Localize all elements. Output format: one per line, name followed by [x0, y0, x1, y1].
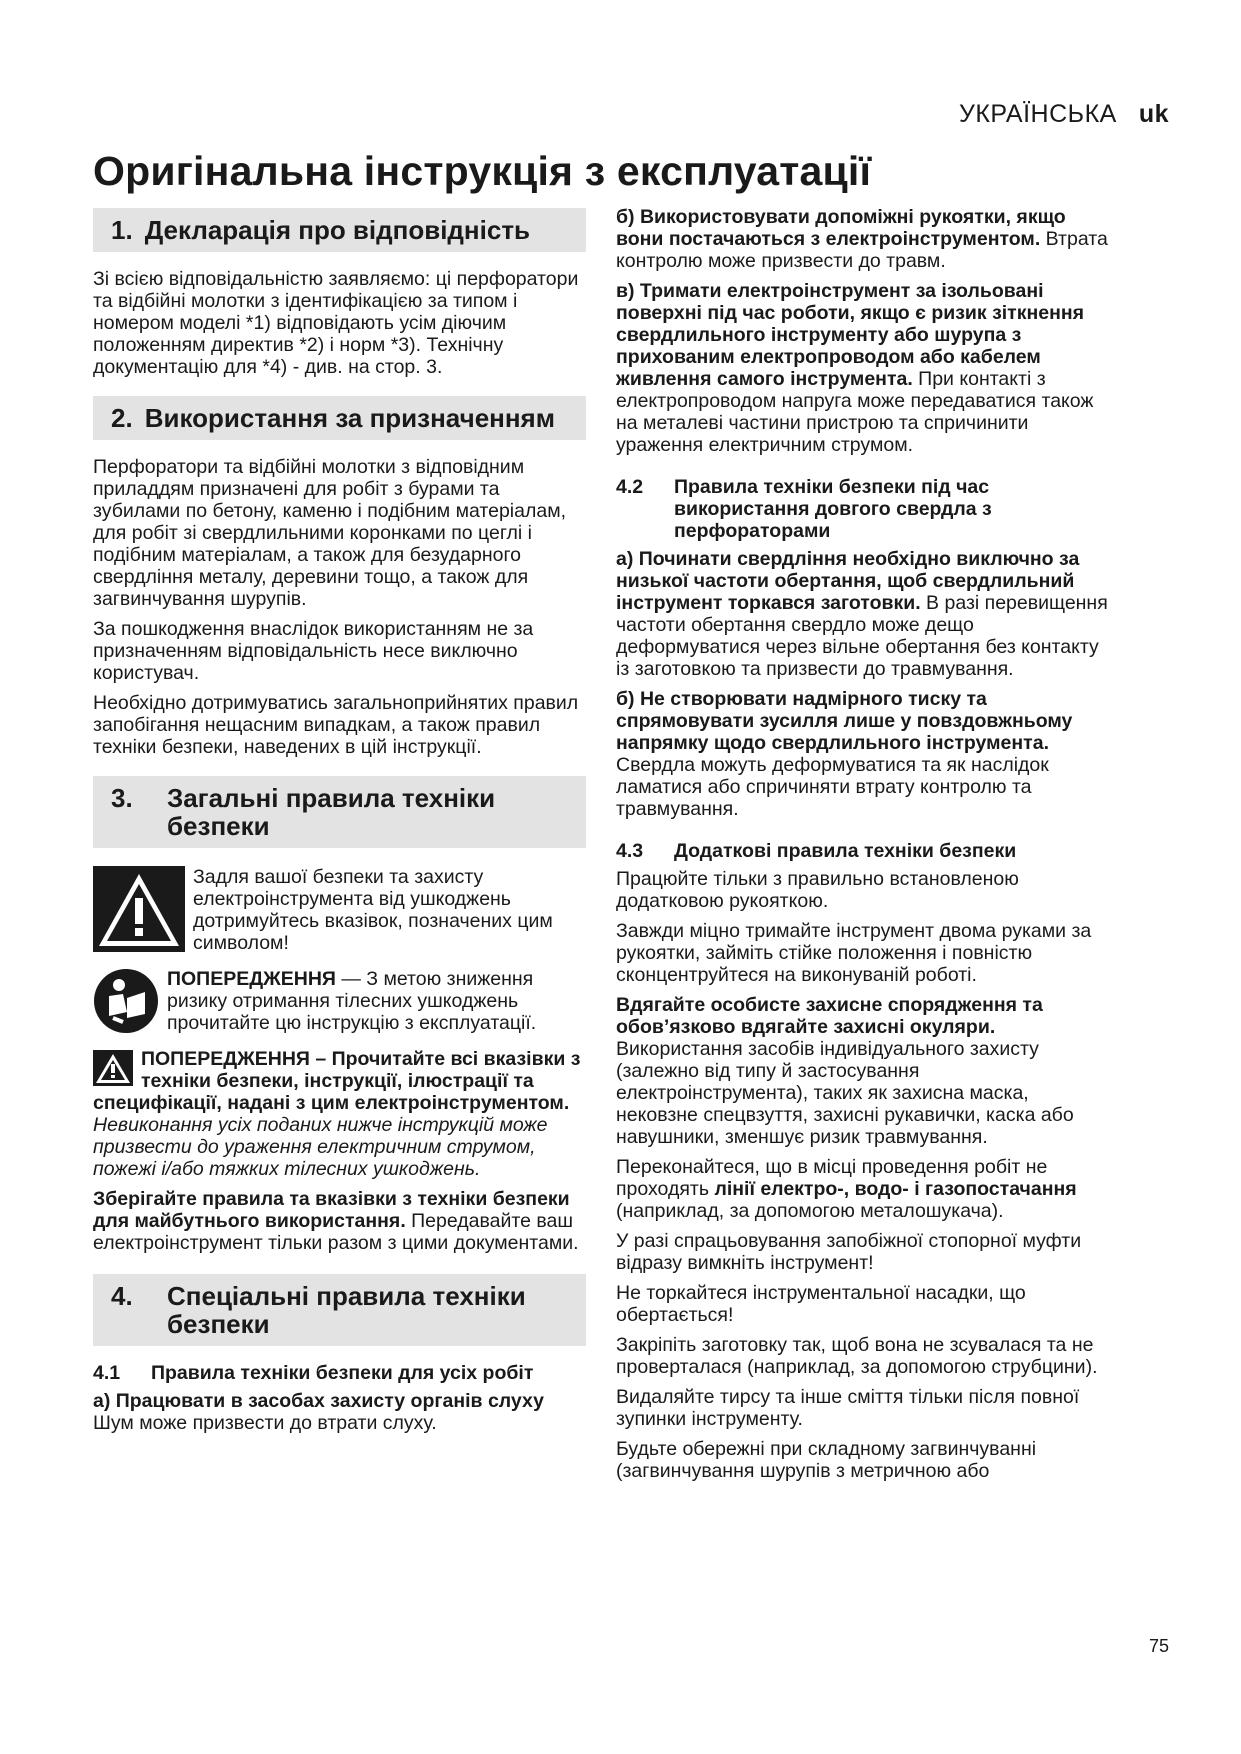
paragraph — [616, 1156, 1114, 1222]
left-column — [93, 208, 586, 1442]
section-title: Загальні правила техніки безпеки — [167, 783, 496, 841]
paragraph — [93, 1188, 586, 1254]
bold-text: Зберігайте правила та вказівки з техніки безпеки для майбутнього використання. — [93, 1188, 570, 1232]
text: Переконайтеся, що в місці проведення робіт не проходять — [616, 1156, 1048, 1200]
paragraph — [616, 688, 1114, 820]
warning-label: ПОПЕРЕДЖЕННЯ — [167, 968, 336, 990]
paragraph: У разі спрацьовування запобіжної стопорної муфти відразу вимкніть інструмент! — [616, 1230, 1082, 1274]
section-title: Декларація про відповідність — [144, 215, 531, 245]
page-title: Оригінальна інструкція з експлуатації — [93, 148, 872, 194]
paragraph — [167, 968, 586, 1034]
paragraph — [616, 206, 1114, 272]
section-2-heading — [93, 396, 586, 440]
paragraph: Необхідно дотримуватись загальноприйнятих правил запобігання нещасним випадкам, а також правил техніки безпеки, наведених в цій інструкції. — [93, 692, 579, 758]
paragraph: Будьте обережні при складному загвинчуванні (загвинчування шурупів з метричною або — [616, 1438, 1037, 1482]
paragraph: Працюйте тільки з правильно встановленою додатковою рукояткою. — [616, 868, 1019, 912]
warning-label: ПОПЕРЕДЖЕННЯ – Прочитайте всі вказівки з техніки безпеки, інструкції, ілюстрації та специфікації, надані з цим електроінструментом. — [93, 1048, 581, 1114]
language-label — [959, 100, 1169, 129]
warning-text: — З метою зниження ризику отримання тілесних ушкоджень прочитайте цю інструкцію з експлуатації. — [167, 968, 537, 1034]
subsection-number: 4.3 — [616, 840, 644, 862]
section-title: Використання за призначенням — [144, 403, 555, 433]
subsection-title: Правила техніки безпеки для усіх робіт — [151, 1362, 534, 1384]
subsection-number: 4.2 — [616, 476, 644, 498]
subsection-title: Додаткові правила техніки безпеки — [674, 840, 1017, 862]
language-name: УКРАЇНСЬКА — [958, 100, 1117, 128]
bold-text: лінії електро-, водо- і газопостачання — [714, 1178, 1077, 1200]
paragraph — [616, 994, 1114, 1148]
paragraph — [93, 1048, 586, 1180]
warning-triangle-icon — [93, 866, 185, 952]
subsection-4-2-heading — [616, 476, 1114, 542]
page-number: 75 — [1148, 1636, 1169, 1656]
text: При контакті з електропроводом напруга може передаватися також на металеві частини пристрою та спричинити ураження електричним струмом. — [616, 368, 1094, 456]
subsection-4-1-heading — [93, 1362, 586, 1384]
text: Передавайте ваш електроінструмент тільки разом з цими документами. — [93, 1210, 579, 1254]
text: (наприклад, за допомогою металошукача). — [616, 1200, 1004, 1222]
section-3-heading — [93, 776, 586, 848]
bold-text: б) Не створювати надмірного тиску та спрямовувати зусилля лише у повздовжньому напрямку щодо свердлильного інструмента. — [616, 688, 1073, 754]
subsection-4-3-heading — [616, 840, 1114, 862]
paragraph: За пошкодження внаслідок використанням не за призначенням відповідальність несе виключно користувач. — [93, 618, 534, 684]
bold-text: Вдягайте особисте захисне спорядження та обов’язково вдягайте захисні окуляри. — [616, 994, 1043, 1038]
section-number: 1. — [111, 215, 133, 245]
section-number: 4. — [111, 1281, 133, 1311]
text: Використання засобів індивідуального захисту (залежно від типу й застосування електроінструмента), таких як захисна маска, нековзне спецвзуття, захисні рукавички, каска або навушники, зменшує ризик травмування. — [616, 1038, 1074, 1148]
read-manual-icon — [93, 968, 159, 1034]
bold-text: а) Працювати в засобах захисту органів слуху — [93, 1390, 544, 1412]
section-title: Спеціальні правила техніки безпеки — [167, 1281, 526, 1339]
warning-small-icon — [93, 1050, 133, 1086]
bold-text: в) Тримати електроінструмент за ізольовані поверхні під час роботи, якщо є ризик зіткнення свердлильного інструменту або шурупа з прихованим електропроводом або кабелем живлення самого інструмента. — [616, 280, 1085, 390]
read-manual-block — [93, 968, 586, 1042]
paragraph: Перфоратори та відбійні молотки з відповідним приладдям призначені для робіт з бурами та зубилами по бетону, каменю і подібним матеріалам, для робіт зі свердлильними коронками по цеглі і подібним матеріалам, а також для безударного свердління металу, деревини тощо, а також для загвинчування шурупів. — [93, 456, 567, 610]
text: Шум може призвести до втрати слуху. — [93, 1412, 437, 1434]
warning-text: Невиконання усіх поданих нижче інструкцій може призвести до ураження електричним струмом, пожежі і/або тяжких тілесних ушкоджень. — [93, 1114, 548, 1180]
bold-text: а) Починати свердління необхідно виключно за низької частоти обертання, щоб свердлильний інструмент торкався заготовки. — [616, 548, 1080, 614]
subsection-title: Правила техніки безпеки під час використання довгого свердла з перфораторами — [674, 476, 992, 542]
section-1-heading — [93, 208, 586, 252]
subsection-number: 4.1 — [93, 1362, 121, 1384]
paragraph — [93, 1390, 586, 1434]
text: Втрата контролю може призвести до травм. — [616, 228, 1108, 272]
paragraph — [616, 280, 1114, 456]
text: В разі перевищення частоти обертання свердло може дещо деформуватися через вільне обертання без контакту із заготовкою та призвести до травмування. — [616, 592, 1108, 680]
paragraph: Завжди міцно тримайте інструмент двома руками за рукоятки, займіть стійке положення і повністю сконцентруйтеся на виконуваній роботі. — [616, 920, 1092, 986]
paragraph: Видаляйте тирсу та інше сміття тільки після повної зупинки інструменту. — [616, 1386, 1080, 1430]
paragraph: Задля вашої безпеки та захисту електроінструмента від ушкоджень дотримуйтесь вказівок, позначених цим символом! — [193, 866, 553, 954]
section-4-heading — [93, 1274, 586, 1346]
bold-text: б) Використовувати допоміжні рукоятки, якщо вони постачаються з електроінструментом. — [616, 206, 1066, 250]
language-code: uk — [1138, 100, 1169, 128]
section-number: 2. — [111, 403, 133, 433]
right-column — [616, 206, 1114, 1490]
paragraph — [616, 548, 1114, 680]
paragraph: Зі всією відповідальністю заявляємо: ці перфоратори та відбійні молотки з ідентифікацією за типом і номером моделі *1) відповідають усім діючим положенням директив *2) і норм *3). Технічну документацію для *4) - див. на стор. 3. — [93, 268, 579, 378]
warning-block — [93, 866, 586, 962]
paragraph: Не торкайтеся інструментальної насадки, що обертається! — [616, 1282, 1026, 1326]
section-number: 3. — [111, 783, 133, 813]
paragraph: Закріпіть заготовку так, щоб вона не зсувалася та не проверталася (наприклад, за допомогою струбцини). — [616, 1334, 1098, 1378]
text: Свердла можуть деформуватися та як наслідок ламатися або спричиняти втрату контролю та травмування. — [616, 754, 1049, 820]
